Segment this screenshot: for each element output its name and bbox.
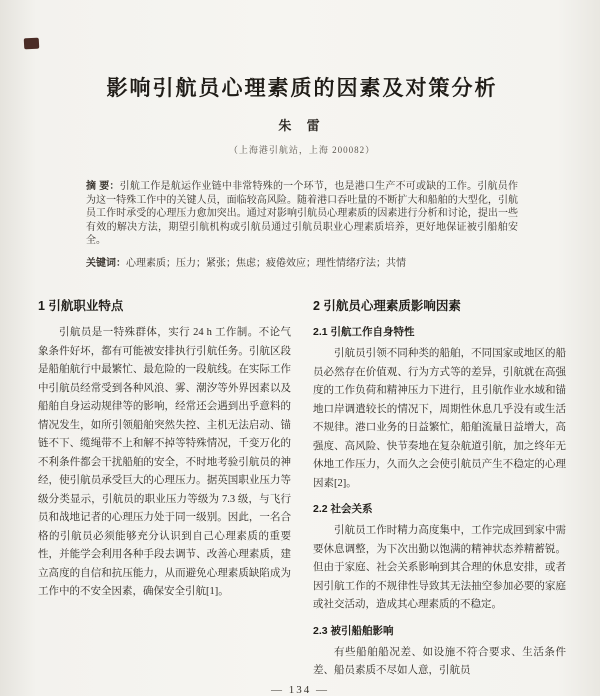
author-name: 朱 雷 [278, 118, 326, 133]
section-1-paragraph: 引航员是一特殊群体，实行 24 h 工作制。不论气象条件好坏，都有可能被安排执行引航任务。引航区段是船舶航行中最繁忙、最危险的一段航线。在实际工作中引航员经常受到各种风浪、雾、潮汐等外界因素以及船舶自身运动规律等的影响，经常还会遇到出乎意料的情况发生，如所引领船舶突然失控、主机无法启动、锚链不下、缆绳带不上和解不掉等特殊情况，千变万化的不利条件都会干扰船舶的安全，不时地考验引航员的神经，使引航员承受巨大的心理压力。据英国职业压力等级分类显示，引航员的职业压力等级为 7.3 级，与飞行员和战地记者的心理压力处于同一级别。因此，一名合格的引航员必须能够充分认识到自己心理素质的重要性，并能学会利用各种手段去调节、改善心理素质，建立高度的自信和抗压能力，从而避免心理素质缺陷成为工作中的不安全因素，确保安全引航[1]。 [38, 327, 291, 597]
abstract-paragraph [86, 180, 518, 248]
section-1-heading: 1 引航职业特点 [38, 299, 124, 313]
abstract-text: 引航工作是航运作业链中非常特殊的一个环节，也是港口生产不可或缺的工作。引航员作为这一特殊工作中的关键人员，面临较高风险。随着港口吞吐量的不断扩大和船舶的大型化，引航员工作时承受的心理压力愈加突出。通过对影响引航员心理素质的因素进行分析和讨论，提出一些有效的解决方法，期望引航机构或引航员通过引航员职业心理素质培养，更好地保证被引船舶安全。 [86, 181, 518, 246]
keywords-label: 关键词： [86, 257, 126, 269]
scan-artifact [24, 38, 40, 50]
section-2-1-paragraph: 引航员引领不同种类的船舶，不同国家或地区的船员必然存在价值观、行为方式等的差异，引航就在高强度的工作负荷和精神压力下进行，且引航作业水域和锚地口岸调遣较长的情况下，周期性休息几乎没有或生活不规律。港口业务的日益繁忙，船舶流量日益增大，高强度、高风险、快节奏地在复杂航道引航，加之终年无休地工作压力，久而久之会使引航员产生不稳定的心理因素[2]。 [313, 348, 566, 489]
keywords-text: 心理素质；压力；紧张；焦虑；疲倦效应；理性情绪疗法；共情 [126, 257, 406, 269]
section-2-3-paragraph: 有些船舶船况差、如设施不符合要求、生活条件差、船员素质不尽如人意，引航员 [313, 646, 566, 676]
page-number: — 134 — [271, 684, 329, 696]
right-column [313, 290, 566, 681]
section-2-heading: 2 引航员心理素质影响因素 [313, 299, 461, 313]
two-column-body [38, 290, 566, 681]
section-2-3-heading: 2.3 被引船舶影响 [313, 624, 394, 637]
section-2-1-heading: 2.1 引航工作自身特性 [313, 326, 415, 338]
section-2-2-heading: 2.2 社会关系 [313, 503, 373, 515]
keywords-line [86, 257, 518, 271]
paper-title: 影响引航员心理素质的因素及对策分析 [106, 76, 498, 100]
abstract-label: 摘 要： [86, 181, 120, 192]
author-affiliation: （上海港引航站，上海 200082） [228, 145, 376, 155]
left-column [38, 290, 291, 681]
section-2-2-paragraph: 引航员工作时精力高度集中，工作完成回到家中需要休息调整，为下次出勤以饱满的精神状态养精蓄锐。但由于家庭、社会关系影响到其合理的休息安排，或者因引航工作的不规律性导致其无法抽空参加必要的家庭或社交活动，造成其心理素质的不稳定。 [313, 525, 566, 610]
